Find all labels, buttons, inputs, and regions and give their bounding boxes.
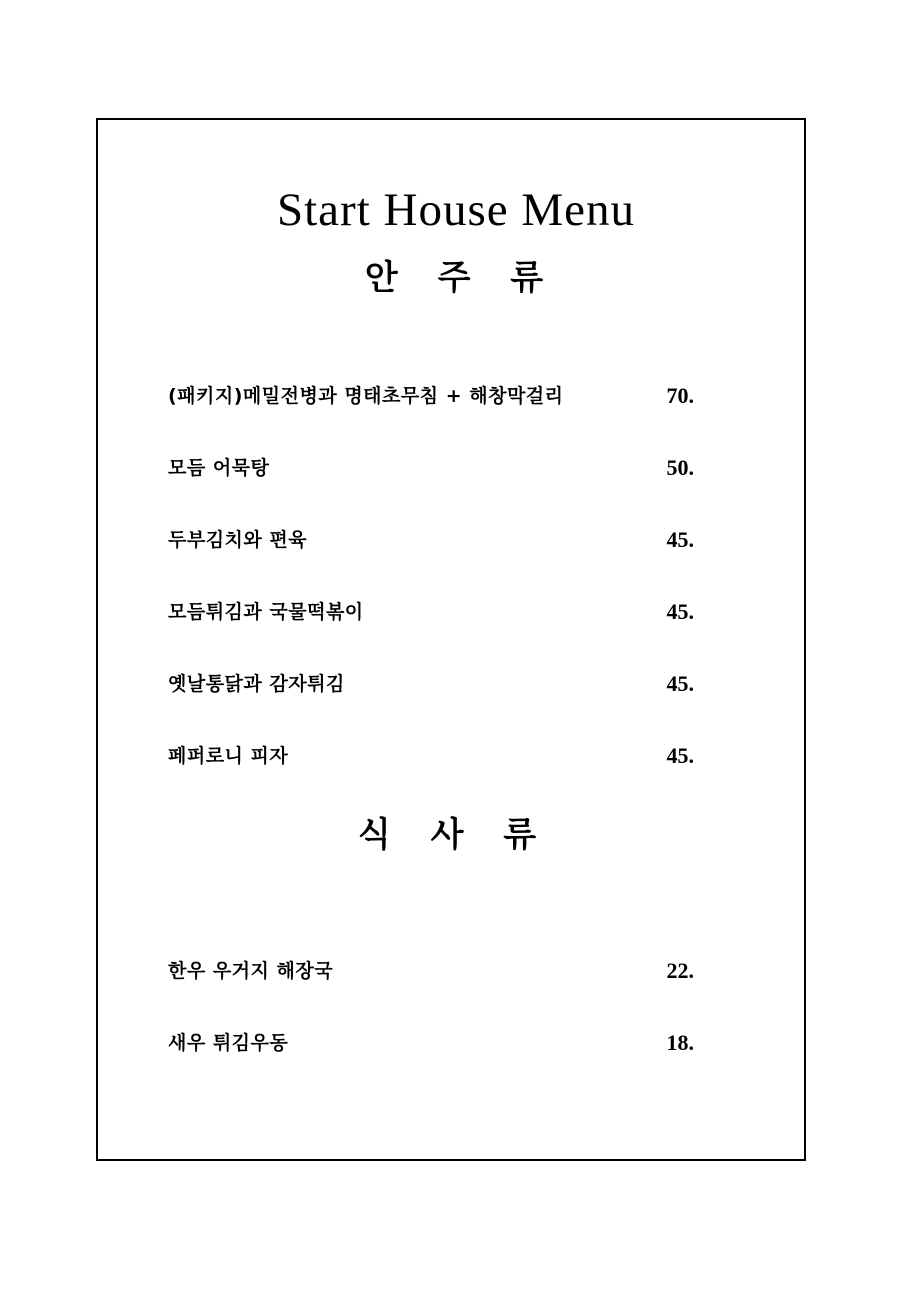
section-heading-anju: 안 주 류 [364, 258, 558, 298]
menu-item-name: 페퍼로니 피자 [168, 745, 289, 767]
menu-title: Start House Menu [276, 184, 635, 236]
menu-item-price: 45. [666, 527, 694, 552]
menu-item-price: 45. [666, 599, 694, 624]
menu-item [168, 957, 698, 985]
menu-item-name: 새우 튀김우동 [168, 1032, 289, 1054]
menu-item-price: 70. [666, 383, 694, 408]
menu-item-name: 모듬 어묵탕 [168, 457, 270, 479]
menu-item-price: 22. [666, 958, 694, 983]
menu-item-price: 45. [666, 743, 694, 768]
menu-item [168, 1029, 698, 1057]
menu-item-name: 모듬튀김과 국물떡볶이 [168, 601, 364, 623]
menu-item-name: 한우 우거지 해장국 [168, 960, 334, 982]
menu-item-price: 18. [666, 1030, 694, 1055]
menu-item-name: (패키지)메밀전병과 명태초무침 + 해창막걸리 [168, 385, 564, 407]
menu-item [168, 382, 698, 410]
menu-item-name: 옛날통닭과 감자튀김 [168, 673, 345, 695]
menu-item [168, 598, 698, 626]
menu-item [168, 454, 698, 482]
menu-item [168, 742, 698, 770]
menu-item [168, 526, 698, 554]
menu-item-price: 45. [666, 671, 694, 696]
menu-item-name: 두부김치와 편육 [168, 529, 308, 551]
menu-item [168, 670, 698, 698]
section-heading-siksa: 식 사 류 [357, 815, 551, 855]
menu-item-price: 50. [666, 455, 694, 480]
